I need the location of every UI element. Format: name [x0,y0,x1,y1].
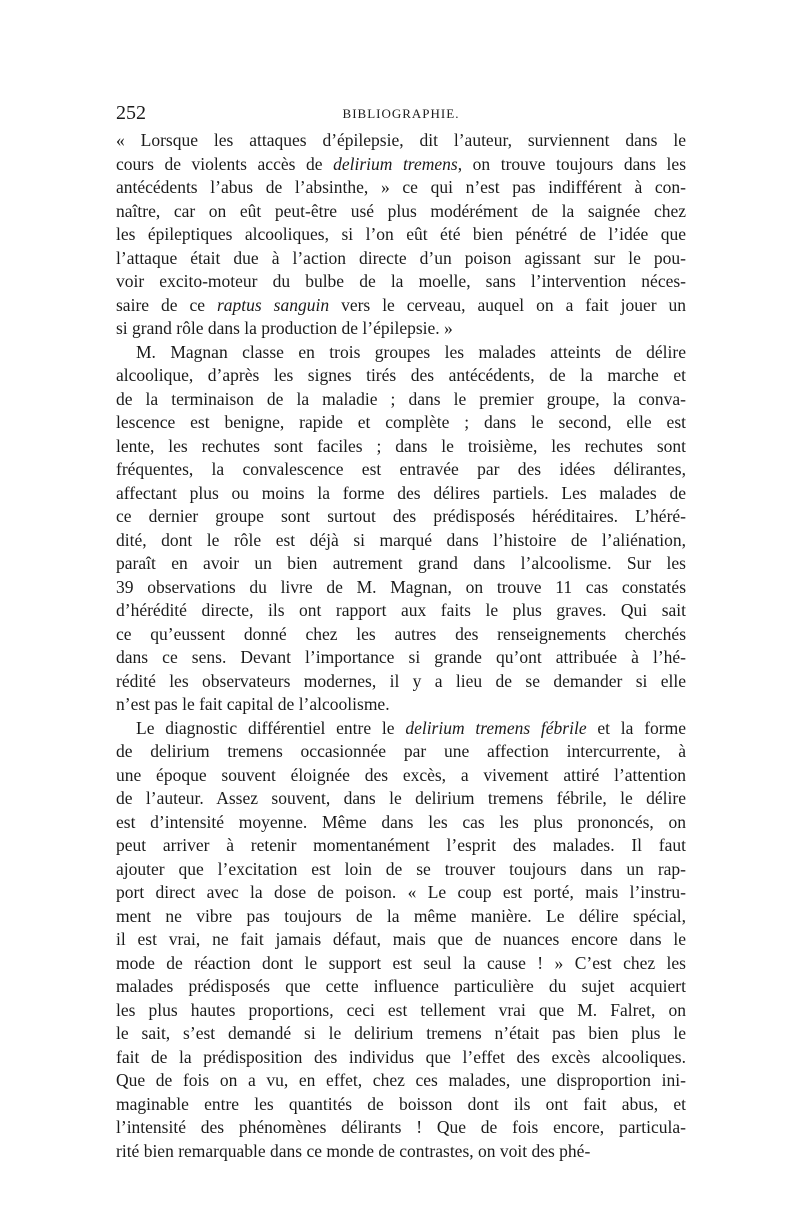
text-segment: peut arriver à retenir momentanément l’esprit des malades. Il faut [116,835,686,855]
text-segment: l’attaque était due à l’action directe d’un poison agissant sur le pou- [116,247,686,268]
text-segment: les épileptiques alcooliques, si l’on eût été bien pénétré de l’idée que [116,224,686,244]
text-line [116,623,686,647]
text-segment: il est vrai, ne fait jamais défaut, mais que de nuances encore dans le [116,929,686,949]
text-line [116,811,686,835]
text-segment: le sait, s’est demandé si le delirium tremens n’était pas bien plus le [116,1023,686,1043]
text-segment: 39 observations du livre de M. Magnan, on trouve 11 cas constatés [116,576,686,597]
text-line [116,1022,686,1046]
text-segment: fait de la prédisposition des individus que l’effet des excès alcooliques. [116,1046,686,1067]
text-segment: cours de violents accès de [116,153,334,174]
text-segment: l’intensité des phénomènes délirants ! Que de fois encore, particula- [116,1117,686,1137]
text-segment: et la forme [586,717,686,738]
paragraph [116,717,686,1164]
page-header [116,100,686,126]
text-segment: maginable entre les quantités de boisson dont ils ont fait abus, et [116,1093,686,1114]
body-text [116,129,686,1163]
text-line [116,552,686,576]
text-line [116,881,686,905]
text-line [116,411,686,435]
text-segment: rédité les observateurs modernes, il y a lieu de se demander si elle [116,670,686,691]
text-line [116,1140,686,1164]
text-segment: voir excito-moteur du bulbe de la moelle, sans l’intervention néces- [116,271,686,291]
text-segment: naître, car on eût peut-être usé plus modérément de la saignée chez [116,200,686,221]
text-line [116,952,686,976]
text-line [116,999,686,1023]
text-segment: dans ce sens. Devant l’importance si grande qu’ont attribuée à l’hé- [116,647,686,667]
text-line [116,740,686,764]
text-line [116,529,686,553]
text-segment: « Lorsque les attaques d’épilepsie, dit l’auteur, surviennent dans le [116,130,686,150]
page-number: 252 [116,102,146,124]
text-line [116,670,686,694]
text-segment: alcoolique, d’après les signes tirés des antécédents, de la marche et [116,365,686,385]
text-segment: lente, les rechutes sont faciles ; dans le troisième, les rechutes sont [116,435,686,456]
text-line [116,317,686,341]
text-line [116,341,686,365]
text-segment: ce dernier groupe sont surtout des prédisposés héréditaires. L’héré- [116,506,686,526]
text-line [116,905,686,929]
text-line [116,270,686,294]
running-title: BIBLIOGRAPHIE. [342,106,460,121]
text-line [116,153,686,177]
text-line [116,1069,686,1093]
text-segment: ce qu’eussent donné chez les autres des renseignements cherchés [116,623,686,644]
text-segment: de delirium tremens occasionnée par une affection intercurrente, à [116,741,686,761]
text-line [116,223,686,247]
text-segment: lescence est benigne, rapide et complète ; dans le second, elle est [116,412,686,432]
text-segment: paraît en avoir un bien autrement grand dans l’alcoolisme. Sur les [116,553,686,573]
text-line [116,200,686,224]
text-line [116,975,686,999]
text-segment: est d’intensité moyenne. Même dans les cas les plus prononcés, on [116,811,686,832]
text-segment: antécédents l’abus de l’absinthe, » ce qui n’est pas indifférent à con- [116,177,686,197]
italic-text: delirium tremens fébrile [405,717,587,738]
text-line [116,599,686,623]
text-line [116,928,686,952]
text-segment: n’est pas le fait capital de l’alcoolisme. [116,694,390,714]
text-segment: malades prédisposés que cette influence particulière du sujet acquiert [116,976,686,996]
text-line [116,505,686,529]
text-line [116,1093,686,1117]
text-segment: d’hérédité directe, ils ont rapport aux faits le plus graves. Qui sait [116,600,686,620]
text-line [116,646,686,670]
text-segment: de l’auteur. Assez souvent, dans le delirium tremens fébrile, le délire [116,788,686,808]
text-line [116,388,686,412]
text-segment: affectant plus ou moins la forme des délires partiels. Les malades de [116,482,686,503]
text-line [116,764,686,788]
text-line [116,693,686,717]
text-segment: saire de ce [116,294,217,315]
text-line [116,247,686,271]
text-segment: Le diagnostic différentiel entre le [136,717,406,738]
text-line [116,294,686,318]
text-segment: dité, dont le rôle est déjà si marqué dans l’histoire de l’aliénation, [116,529,686,550]
text-line [116,858,686,882]
text-segment: une époque souvent éloignée des excès, a vivement attiré l’attention [116,764,686,785]
text-line [116,482,686,506]
text-segment: , on trouve toujours dans les [457,153,686,174]
text-segment: fréquentes, la convalescence est entravée par des idées délirantes, [116,459,686,479]
text-segment: port direct avec la dose de poison. « Le coup est porté, mais l’instru- [116,882,686,902]
italic-text: delirium tremens [333,153,458,174]
text-segment: M. Magnan classe en trois groupes les malades atteints de délire [136,341,686,362]
text-line [116,364,686,388]
text-segment: vers le cerveau, auquel on a fait jouer un [329,294,687,315]
text-line [116,834,686,858]
text-segment: ajouter que l’excitation est loin de se trouver toujours dans un rap- [116,858,686,879]
text-segment: rité bien remarquable dans ce monde de contrastes, on voit des phé- [116,1140,591,1161]
text-line [116,129,686,153]
text-line [116,787,686,811]
text-line [116,176,686,200]
text-line [116,1046,686,1070]
text-line [116,458,686,482]
text-segment: ment ne vibre pas toujours de la même manière. Le délire spécial, [116,905,686,926]
text-segment: les plus hautes proportions, ceci est tellement vrai que M. Falret, on [116,999,686,1020]
paragraph [116,129,686,341]
italic-text: raptus sanguin [216,294,330,315]
paragraph [116,341,686,717]
text-segment: mode de réaction dont le support est seul la cause ! » C’est chez les [116,952,686,973]
text-segment: de la terminaison de la maladie ; dans le premier groupe, la conva- [116,388,686,409]
text-line [116,576,686,600]
text-segment: si grand rôle dans la production de l’épilepsie. » [116,318,453,338]
text-line [116,435,686,459]
text-line [116,1116,686,1140]
text-line [116,717,686,741]
text-segment: Que de fois on a vu, en effet, chez ces malades, une disproportion ini- [116,1070,686,1090]
